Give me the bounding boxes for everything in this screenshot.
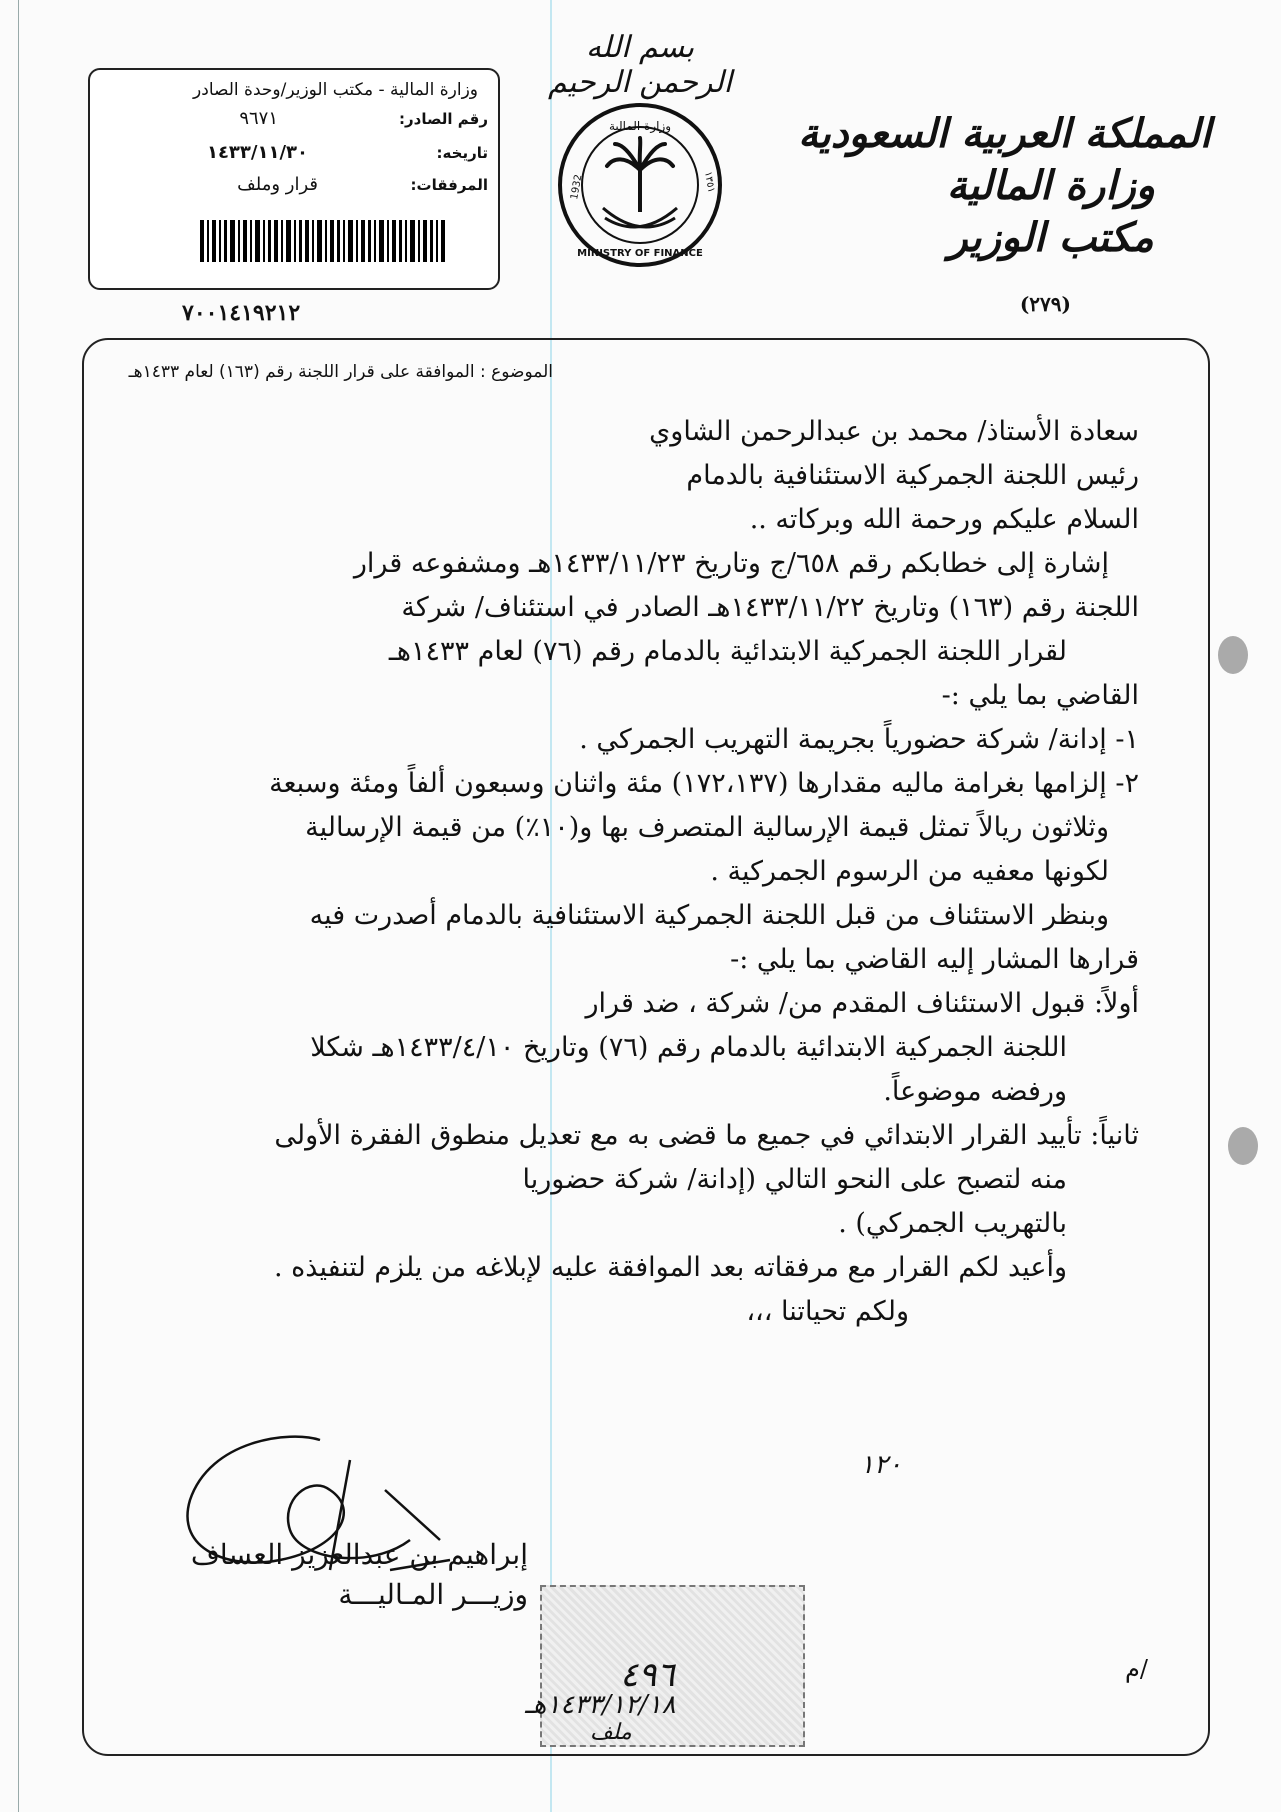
date-value: ١٤٣٣/١١/٣٠ [206, 142, 308, 163]
letterhead [798, 108, 1211, 264]
attachments-value: قرار وملف [237, 174, 318, 195]
punch-hole [1218, 636, 1248, 674]
decision-first: أولاً: قبول الاستئناف المقدم من/ شركة ، ضد قرار [585, 988, 1139, 1019]
letter-subject: الموضوع : الموافقة على قرار اللجنة رقم (١٦٣) لعام ١٤٣٣هـ [128, 362, 553, 382]
letterhead-ministry: وزارة المالية [946, 162, 1156, 209]
handwritten-mark: ١٢٠ [860, 1450, 902, 1480]
outgoing-number-value: ٩٦٧١ [239, 108, 278, 129]
closing-regards: ولكم تحياتنا ،،، [746, 1296, 909, 1327]
greeting: السلام عليكم ورحمة الله وبركاته .. [749, 504, 1139, 535]
barcode-number: ٧٠٠١٤١٩٢١٢ [182, 300, 301, 326]
body-line: لقرار اللجنة الجمركية الابتدائية بالدمام رقم (٧٦) لعام ١٤٣٣هـ [388, 636, 1067, 667]
reference-box [88, 68, 500, 290]
salutation-title: رئيس اللجنة الجمركية الاستئنافية بالدمام [686, 460, 1139, 491]
body-line: إشارة إلى خطابكم رقم ٦٥٨/ج وتاريخ ١٤٣٣/١١/٢٣هـ ومشفوعه قرار [353, 548, 1109, 579]
outgoing-number-label: رقم الصادر: [399, 110, 488, 128]
clause-2-cont: وثلاثون ريالاً تمثل قيمة الإرسالية المتصرف بها و(١٠٪) من قيمة الإرسالية [305, 812, 1109, 843]
barcode-icon [200, 220, 445, 262]
letterhead-office: مكتب الوزير [948, 214, 1154, 261]
decision-second: ثانياً: تأييد القرار الابتدائي في جميع ما قضى به مع تعديل منطوق الفقرة الأولى [274, 1120, 1139, 1151]
decision-first-cont: اللجنة الجمركية الابتدائية بالدمام رقم (٧٦) وتاريخ ١٤٣٣/٤/١٠هـ شكلا [310, 1032, 1067, 1063]
stamp-number: ٤٩٦ [620, 1655, 675, 1695]
closing-line: وأعيد لكم القرار مع مرفقاته بعد الموافقة عليه لإبلاغه من يلزم لتنفيذه . [273, 1252, 1067, 1283]
attachments-label: المرفقات: [410, 176, 488, 194]
signatory-name: إبراهيم بن عبدالعزيز العساف [190, 1538, 528, 1571]
document-number: (٢٧٩) [1019, 292, 1071, 316]
ministry-seal-icon [555, 100, 725, 270]
body-line: القاضي بما يلي :- [941, 680, 1139, 711]
body-line: وبنظر الاستئناف من قبل اللجنة الجمركية الاستئنافية بالدمام أصدرت فيه [309, 900, 1109, 931]
scan-edge-line [18, 0, 19, 1812]
basmala: بسم الله الرحمن الرحيم [548, 30, 732, 100]
stamp-date: ١٤٣٣/١٢/١٨هـ [525, 1690, 676, 1720]
body-line: اللجنة رقم (١٦٣) وتاريخ ١٤٣٣/١١/٢٢هـ الصادر في استئناف/ شركة [401, 592, 1139, 623]
seal-year-right: ١٣٥١ [702, 170, 717, 194]
decision-first-cont: ورفضه موضوعاً. [883, 1076, 1067, 1107]
date-label: تاريخه: [436, 144, 488, 162]
reference-org: وزارة المالية - مكتب الوزير/وحدة الصادر [193, 80, 478, 100]
clause-2-cont: لكونها معفيه من الرسوم الجمركية . [710, 856, 1109, 887]
salutation-name: سعادة الأستاذ/ محمد بن عبدالرحمن الشاوي [649, 416, 1139, 447]
decision-second-cont: بالتهريب الجمركي) . [838, 1208, 1067, 1239]
clause-1: ١- إدانة/ شركة حضورياً بجريمة التهريب الجمركي . [579, 724, 1139, 755]
seal-bottom-text: MINISTRY OF FINANCE [577, 248, 703, 259]
stamp-file: ملف [590, 1720, 632, 1745]
bottom-mark: م/ [1125, 1655, 1148, 1683]
seal-top-text: وزارة المالية [608, 119, 672, 133]
body-line: قرارها المشار إليه القاضي بما يلي :- [730, 944, 1139, 975]
punch-hole [1228, 1127, 1258, 1165]
letterhead-kingdom: المملكة العربية السعودية [798, 110, 1211, 157]
signatory-title: وزيـــر المـاليـــة [338, 1578, 528, 1611]
signature-block [128, 1535, 528, 1615]
clause-2: ٢- إلزامها بغرامة ماليه مقدارها (١٧٢،١٣٧) مئة واثنان وسبعون ألفاً ومئة وسبعة [269, 768, 1139, 799]
letter-body [129, 410, 1139, 1334]
decision-second-cont: منه لتصبح على النحو التالي (إدانة/ شركة حضوريا [522, 1164, 1067, 1195]
seal-year-left: 1932 [569, 173, 585, 201]
